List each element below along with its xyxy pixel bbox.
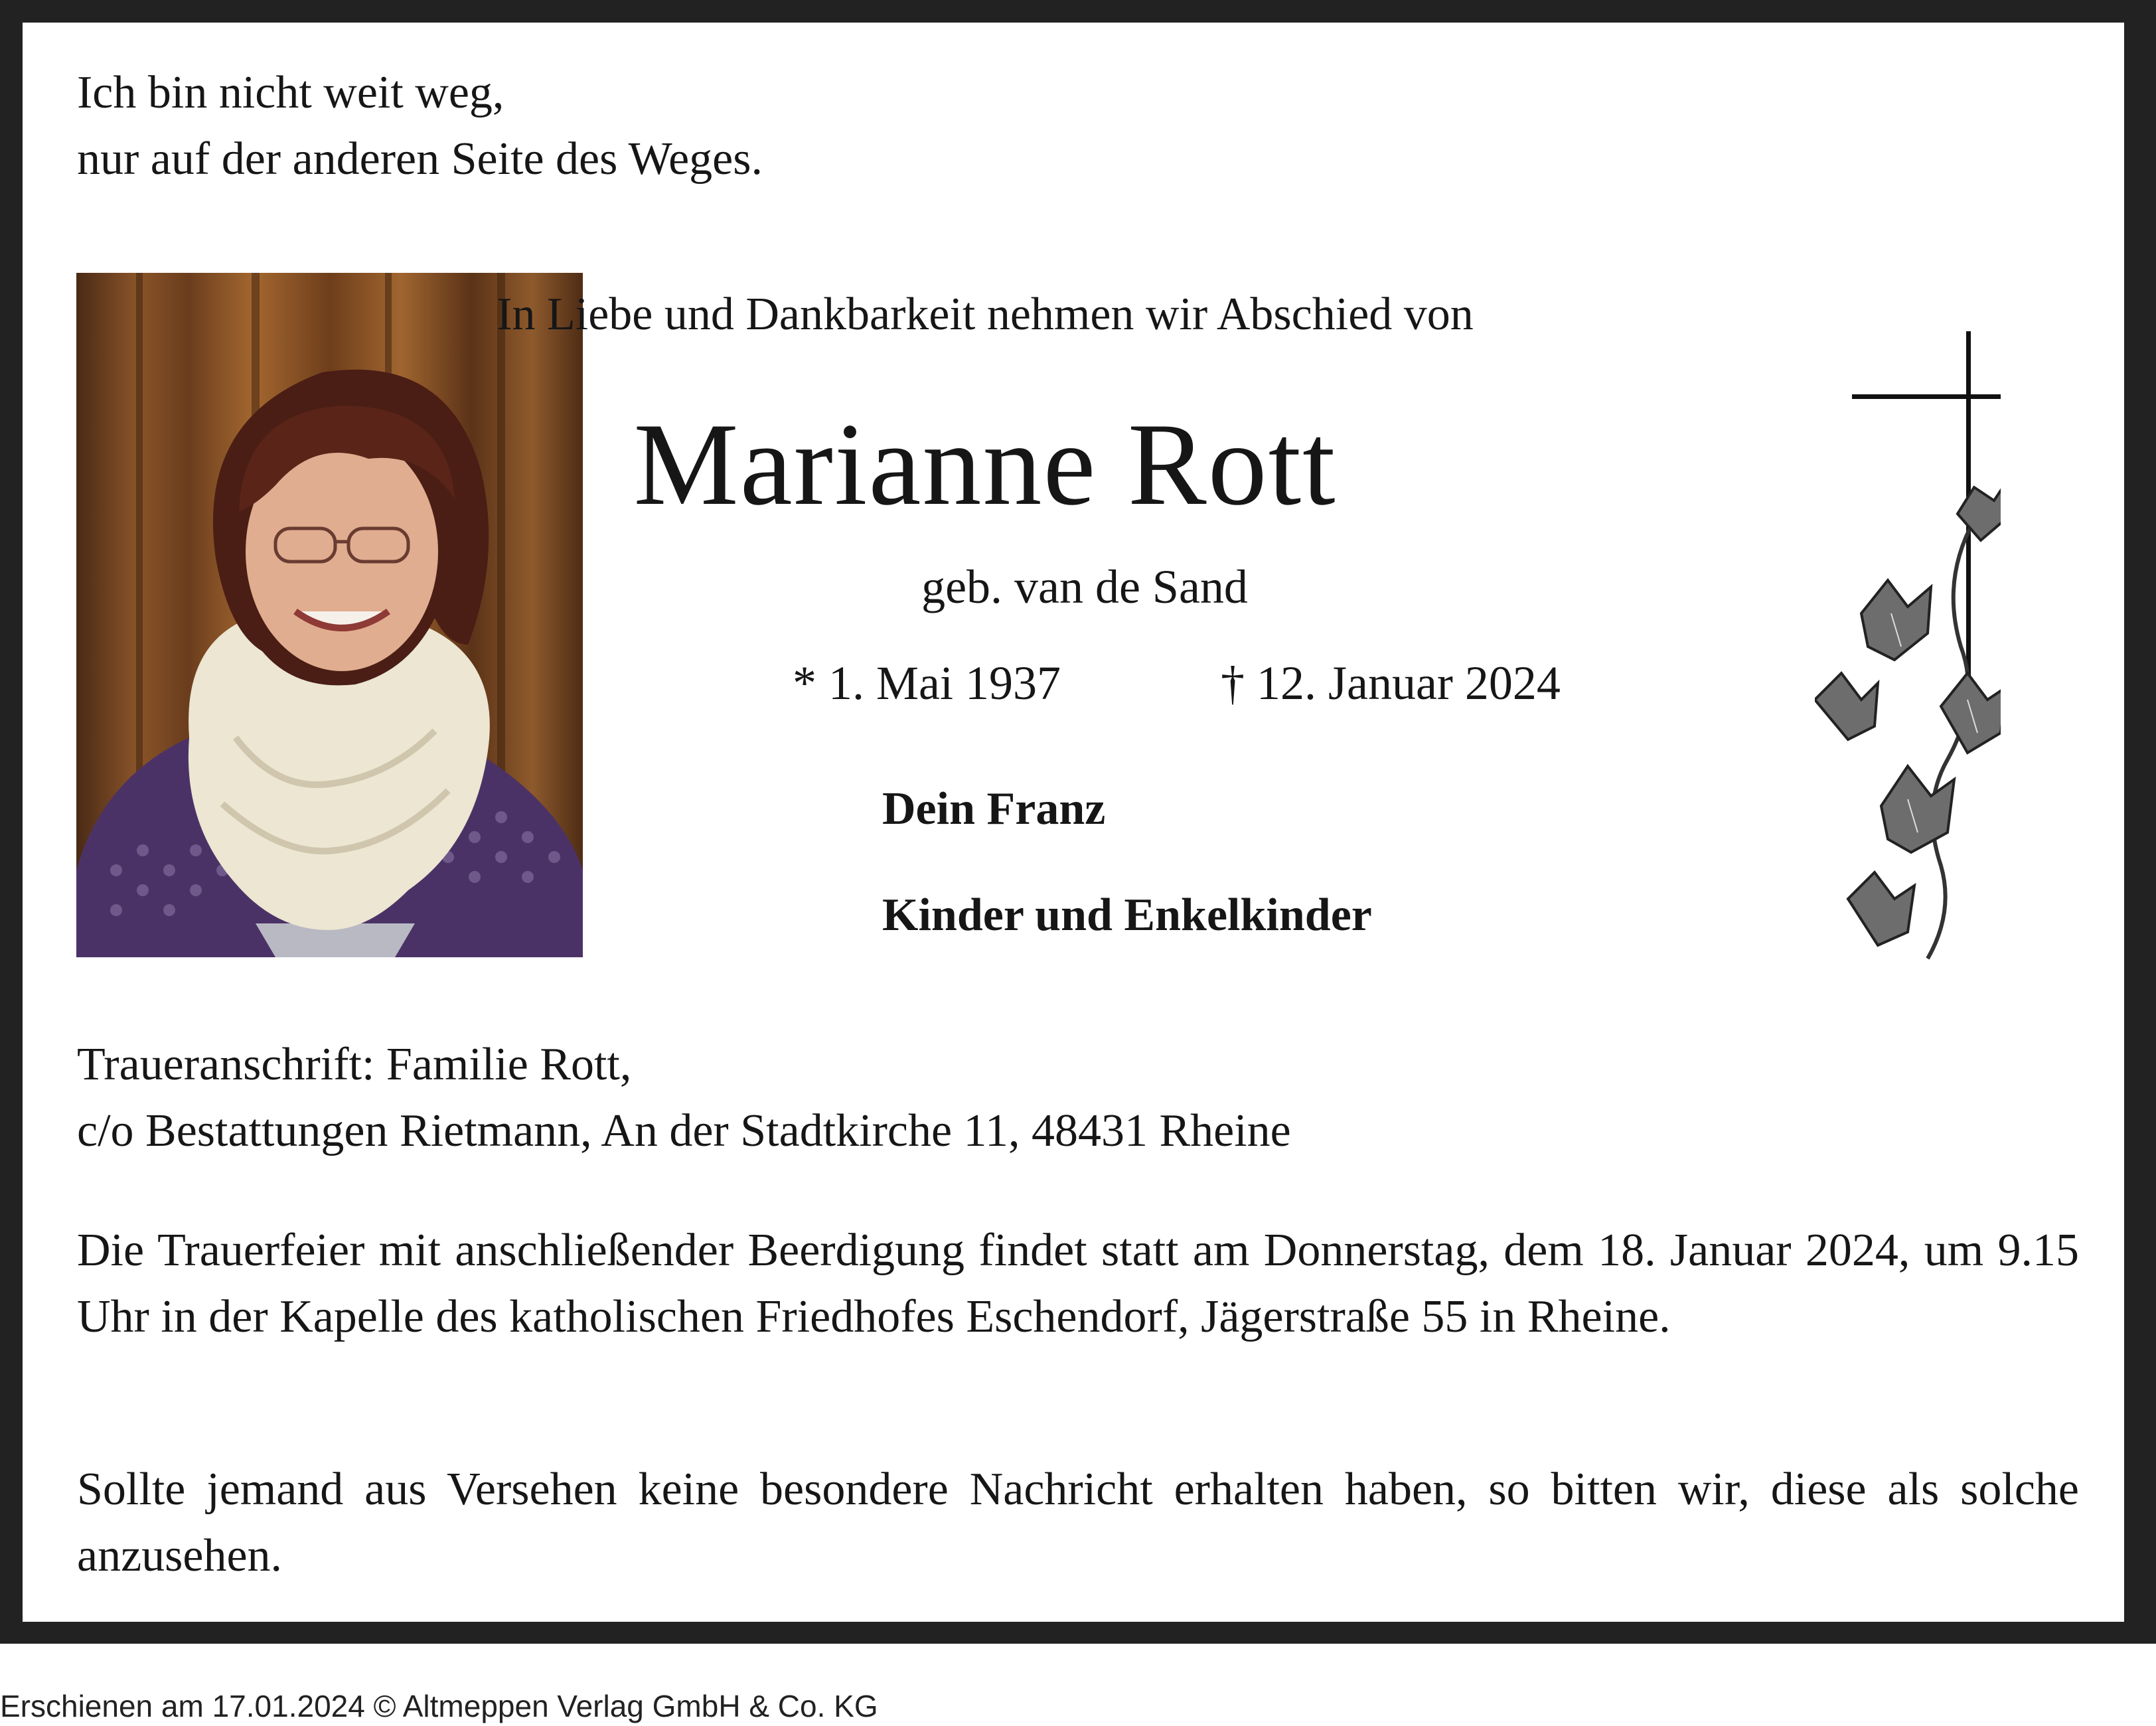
intro-text: In Liebe und Dankbarkeit nehmen wir Abschied von	[497, 289, 1474, 340]
ceremony-details: Die Trauerfeier mit anschließender Beerdigung findet statt am Donnerstag, dem 18. Januar 2024, um 9.15 Uhr in der Kapelle des katholischen Friedhofes Eschendorf, Jägerstraße 55 in Rheine.	[77, 1225, 2079, 1342]
mourning-address	[77, 1032, 1291, 1164]
notice-text: Sollte jemand aus Versehen keine besondere Nachricht erhalten haben, so bitten wir, diese als solche anzusehen.	[77, 1464, 2079, 1581]
mourner-line-1: Dein Franz	[882, 783, 1106, 834]
address-line-1: Traueranschrift: Familie Rott,	[77, 1039, 632, 1090]
deceased-name: Marianne Rott	[633, 398, 1337, 530]
birth-name: geb. van de Sand	[921, 560, 1248, 613]
address-line-2: c/o Bestattungen Rietmann, An der Stadtkirche 11, 48431 Rheine	[77, 1105, 1291, 1156]
motto-line-1: Ich bin nicht weit weg,	[77, 67, 504, 118]
portrait-illustration	[76, 273, 583, 957]
mourner-line-2: Kinder und Enkelkinder	[882, 890, 1372, 941]
cross-with-ivy-icon	[1815, 301, 2001, 985]
publication-footer: Erschienen am 17.01.2024 © Altmeppen Verlag GmbH & Co. KG	[0, 1689, 878, 1723]
death-date: † 12. Januar 2024	[1221, 657, 1561, 710]
portrait-photo	[76, 273, 583, 957]
birth-date: * 1. Mai 1937	[793, 657, 1061, 710]
motto-verse	[77, 60, 763, 193]
motto-line-2: nur auf der anderen Seite des Weges.	[77, 133, 763, 185]
obituary-card	[23, 23, 2124, 1622]
